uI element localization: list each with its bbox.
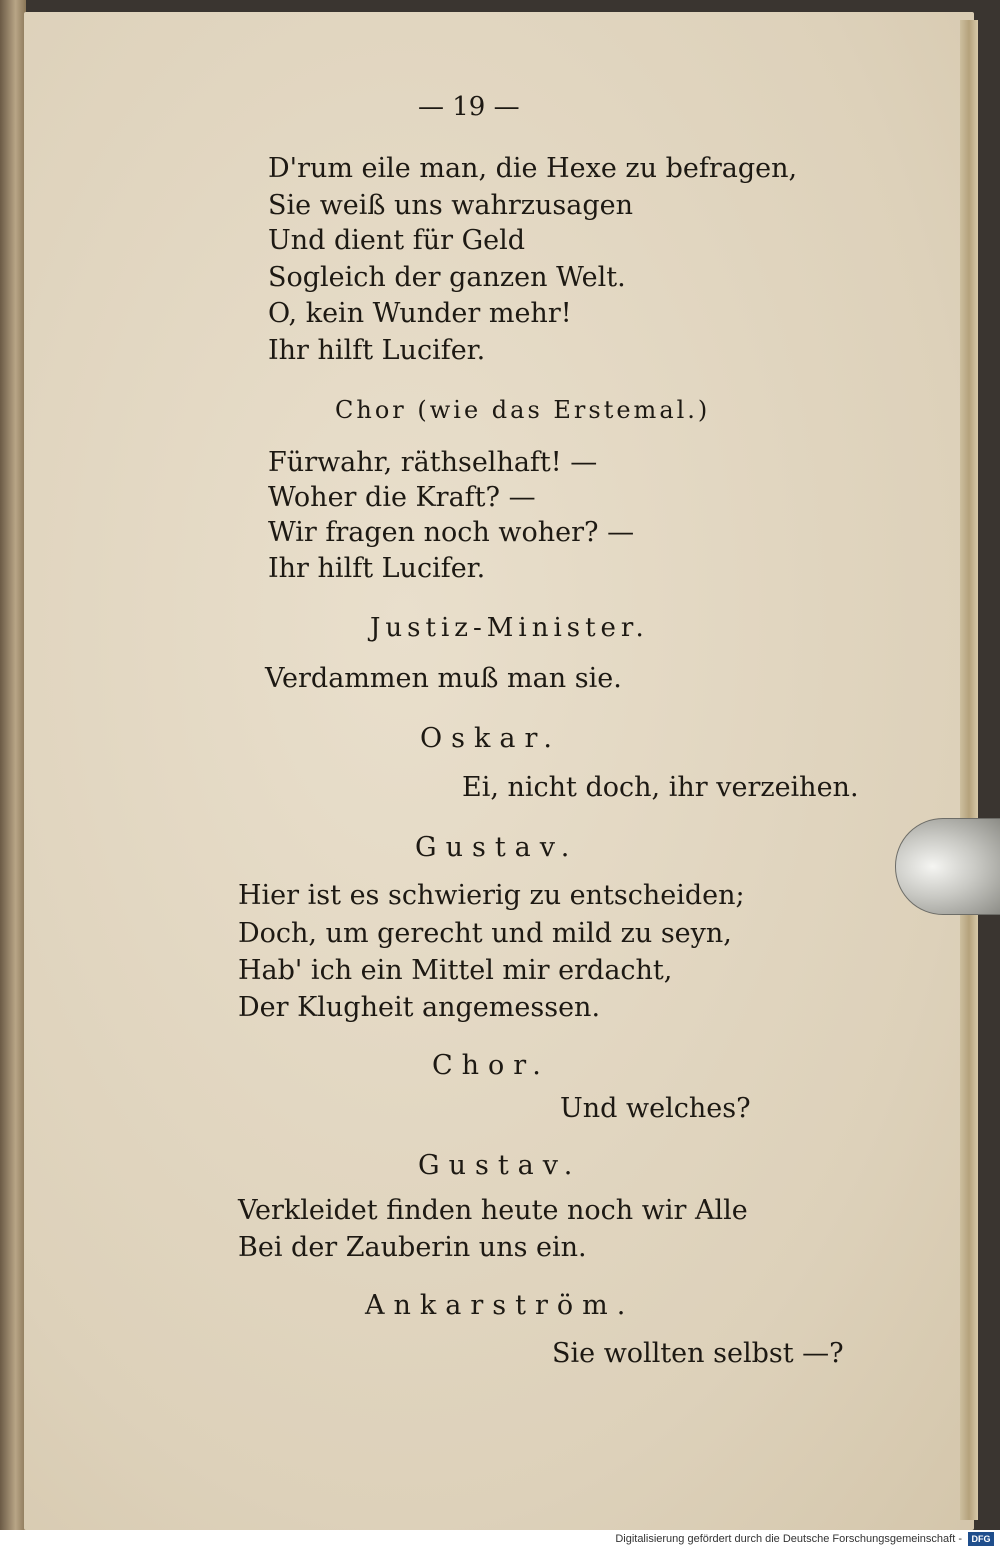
page-edge-stack	[960, 20, 978, 1520]
facing-page-edge	[0, 0, 26, 1530]
verse-line: Verkleidet finden heute noch wir Alle	[238, 1195, 748, 1226]
verse-line: Hier ist es schwierig zu entscheiden;	[238, 880, 745, 911]
verse-line: Sogleich der ganzen Welt.	[268, 262, 626, 293]
speaker-heading: Justiz-Minister.	[370, 613, 649, 643]
speaker-heading: Chor.	[432, 1050, 550, 1081]
page-clip	[895, 818, 1000, 915]
page-number: — 19 —	[418, 92, 520, 122]
speaker-heading: Gustav.	[415, 832, 579, 863]
verse-line: Ihr hilft Lucifer.	[268, 553, 486, 584]
verse-line: Der Klugheit angemessen.	[238, 992, 601, 1023]
verse-line: Ihr hilft Lucifer.	[268, 335, 486, 366]
speaker-heading: Chor (wie das Erstemal.)	[335, 396, 711, 424]
verse-line: Sie weiß uns wahrzusagen	[268, 190, 633, 221]
verse-line: Verdammen muß man sie.	[265, 663, 622, 694]
speaker-heading: Gustav.	[418, 1150, 582, 1181]
funding-credit: Digitalisierung gefördert durch die Deutsche Forschungsgemeinschaft -	[615, 1533, 962, 1545]
verse-line: Und welches?	[560, 1093, 751, 1124]
speaker-heading: Ankarström.	[365, 1290, 635, 1321]
verse-line: Sie wollten selbst —?	[552, 1338, 844, 1369]
speaker-heading: Oskar.	[420, 723, 561, 754]
verse-line: Woher die Kraft? —	[268, 482, 536, 513]
verse-line: Wir fragen noch woher? —	[268, 517, 635, 548]
verse-line: Doch, um gerecht und mild zu seyn,	[238, 918, 732, 949]
verse-line: Bei der Zauberin uns ein.	[238, 1232, 587, 1263]
verse-line: O, kein Wunder mehr!	[268, 298, 572, 329]
verse-line: Fürwahr, räthselhaft! —	[268, 447, 598, 478]
verse-line: Hab' ich ein Mittel mir erdacht,	[238, 955, 673, 986]
verse-line: D'rum eile man, die Hexe zu befragen,	[268, 153, 798, 184]
verse-line: Und dient für Geld	[268, 225, 526, 256]
dfg-logo: DFG	[968, 1532, 994, 1546]
verse-line: Ei, nicht doch, ihr verzeihen.	[462, 772, 859, 803]
